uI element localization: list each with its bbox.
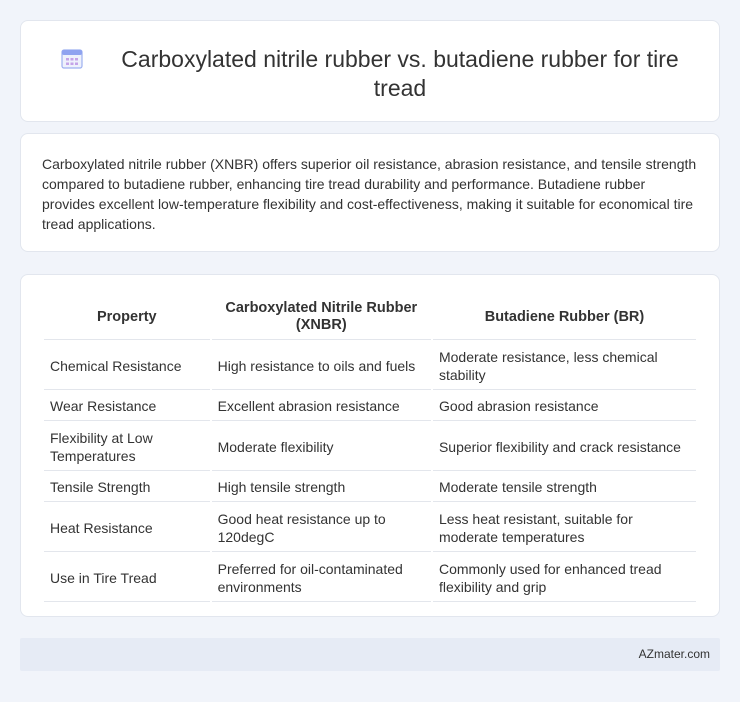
table-cell-br: Superior flexibility and crack resistance	[433, 423, 696, 471]
table-cell-xnbr: Excellent abrasion resistance	[212, 392, 431, 421]
table-cell-property: Wear Resistance	[44, 392, 210, 421]
footer-bar	[20, 638, 720, 671]
table-cell-br: Commonly used for enhanced tread flexibility and grip	[433, 554, 696, 602]
column-header-property: Property	[44, 295, 210, 340]
table-cell-xnbr: Good heat resistance up to 120degC	[212, 504, 431, 552]
table-row	[44, 554, 696, 602]
table-row	[44, 473, 696, 502]
table-row	[44, 423, 696, 471]
table-cell-br: Good abrasion resistance	[433, 392, 696, 421]
page-title: Carboxylated nitrile rubber vs. butadiene rubber for tire tread	[121, 46, 679, 101]
table-cell-property: Flexibility at Low Temperatures	[44, 423, 210, 471]
summary-card	[20, 133, 720, 252]
table-row	[44, 504, 696, 552]
table-cell-br: Moderate resistance, less chemical stability	[433, 342, 696, 390]
table-cell-property: Use in Tire Tread	[44, 554, 210, 602]
table-cell-property: Chemical Resistance	[44, 342, 210, 390]
table-cell-xnbr: Moderate flexibility	[212, 423, 431, 471]
table-header-row	[44, 295, 696, 340]
comparison-table-card	[20, 274, 720, 617]
title-wrap	[61, 45, 699, 103]
summary-text: Carboxylated nitrile rubber (XNBR) offers superior oil resistance, abrasion resistance, and tensile strength compared to butadiene rubber, enhancing tire tread durability and performance. Butadiene rubber provides excellent low-temperature flexibility and cost-effectiveness, making it suitable for economical tire tread applications.	[42, 156, 697, 232]
comparison-table	[42, 293, 698, 604]
table-row	[44, 342, 696, 390]
table-cell-xnbr: Preferred for oil-contaminated environments	[212, 554, 431, 602]
column-header-br: Butadiene Rubber (BR)	[433, 295, 696, 340]
table-row	[44, 392, 696, 421]
table-cell-property: Tensile Strength	[44, 473, 210, 502]
table-cell-xnbr: High resistance to oils and fuels	[212, 342, 431, 390]
column-header-xnbr: Carboxylated Nitrile Rubber (XNBR)	[212, 295, 431, 340]
table-cell-property: Heat Resistance	[44, 504, 210, 552]
footer-brand[interactable]: AZmater.com	[638, 647, 710, 661]
table-cell-br: Moderate tensile strength	[433, 473, 696, 502]
title-card	[20, 20, 720, 122]
table-cell-xnbr: High tensile strength	[212, 473, 431, 502]
table-cell-br: Less heat resistant, suitable for moderate temperatures	[433, 504, 696, 552]
